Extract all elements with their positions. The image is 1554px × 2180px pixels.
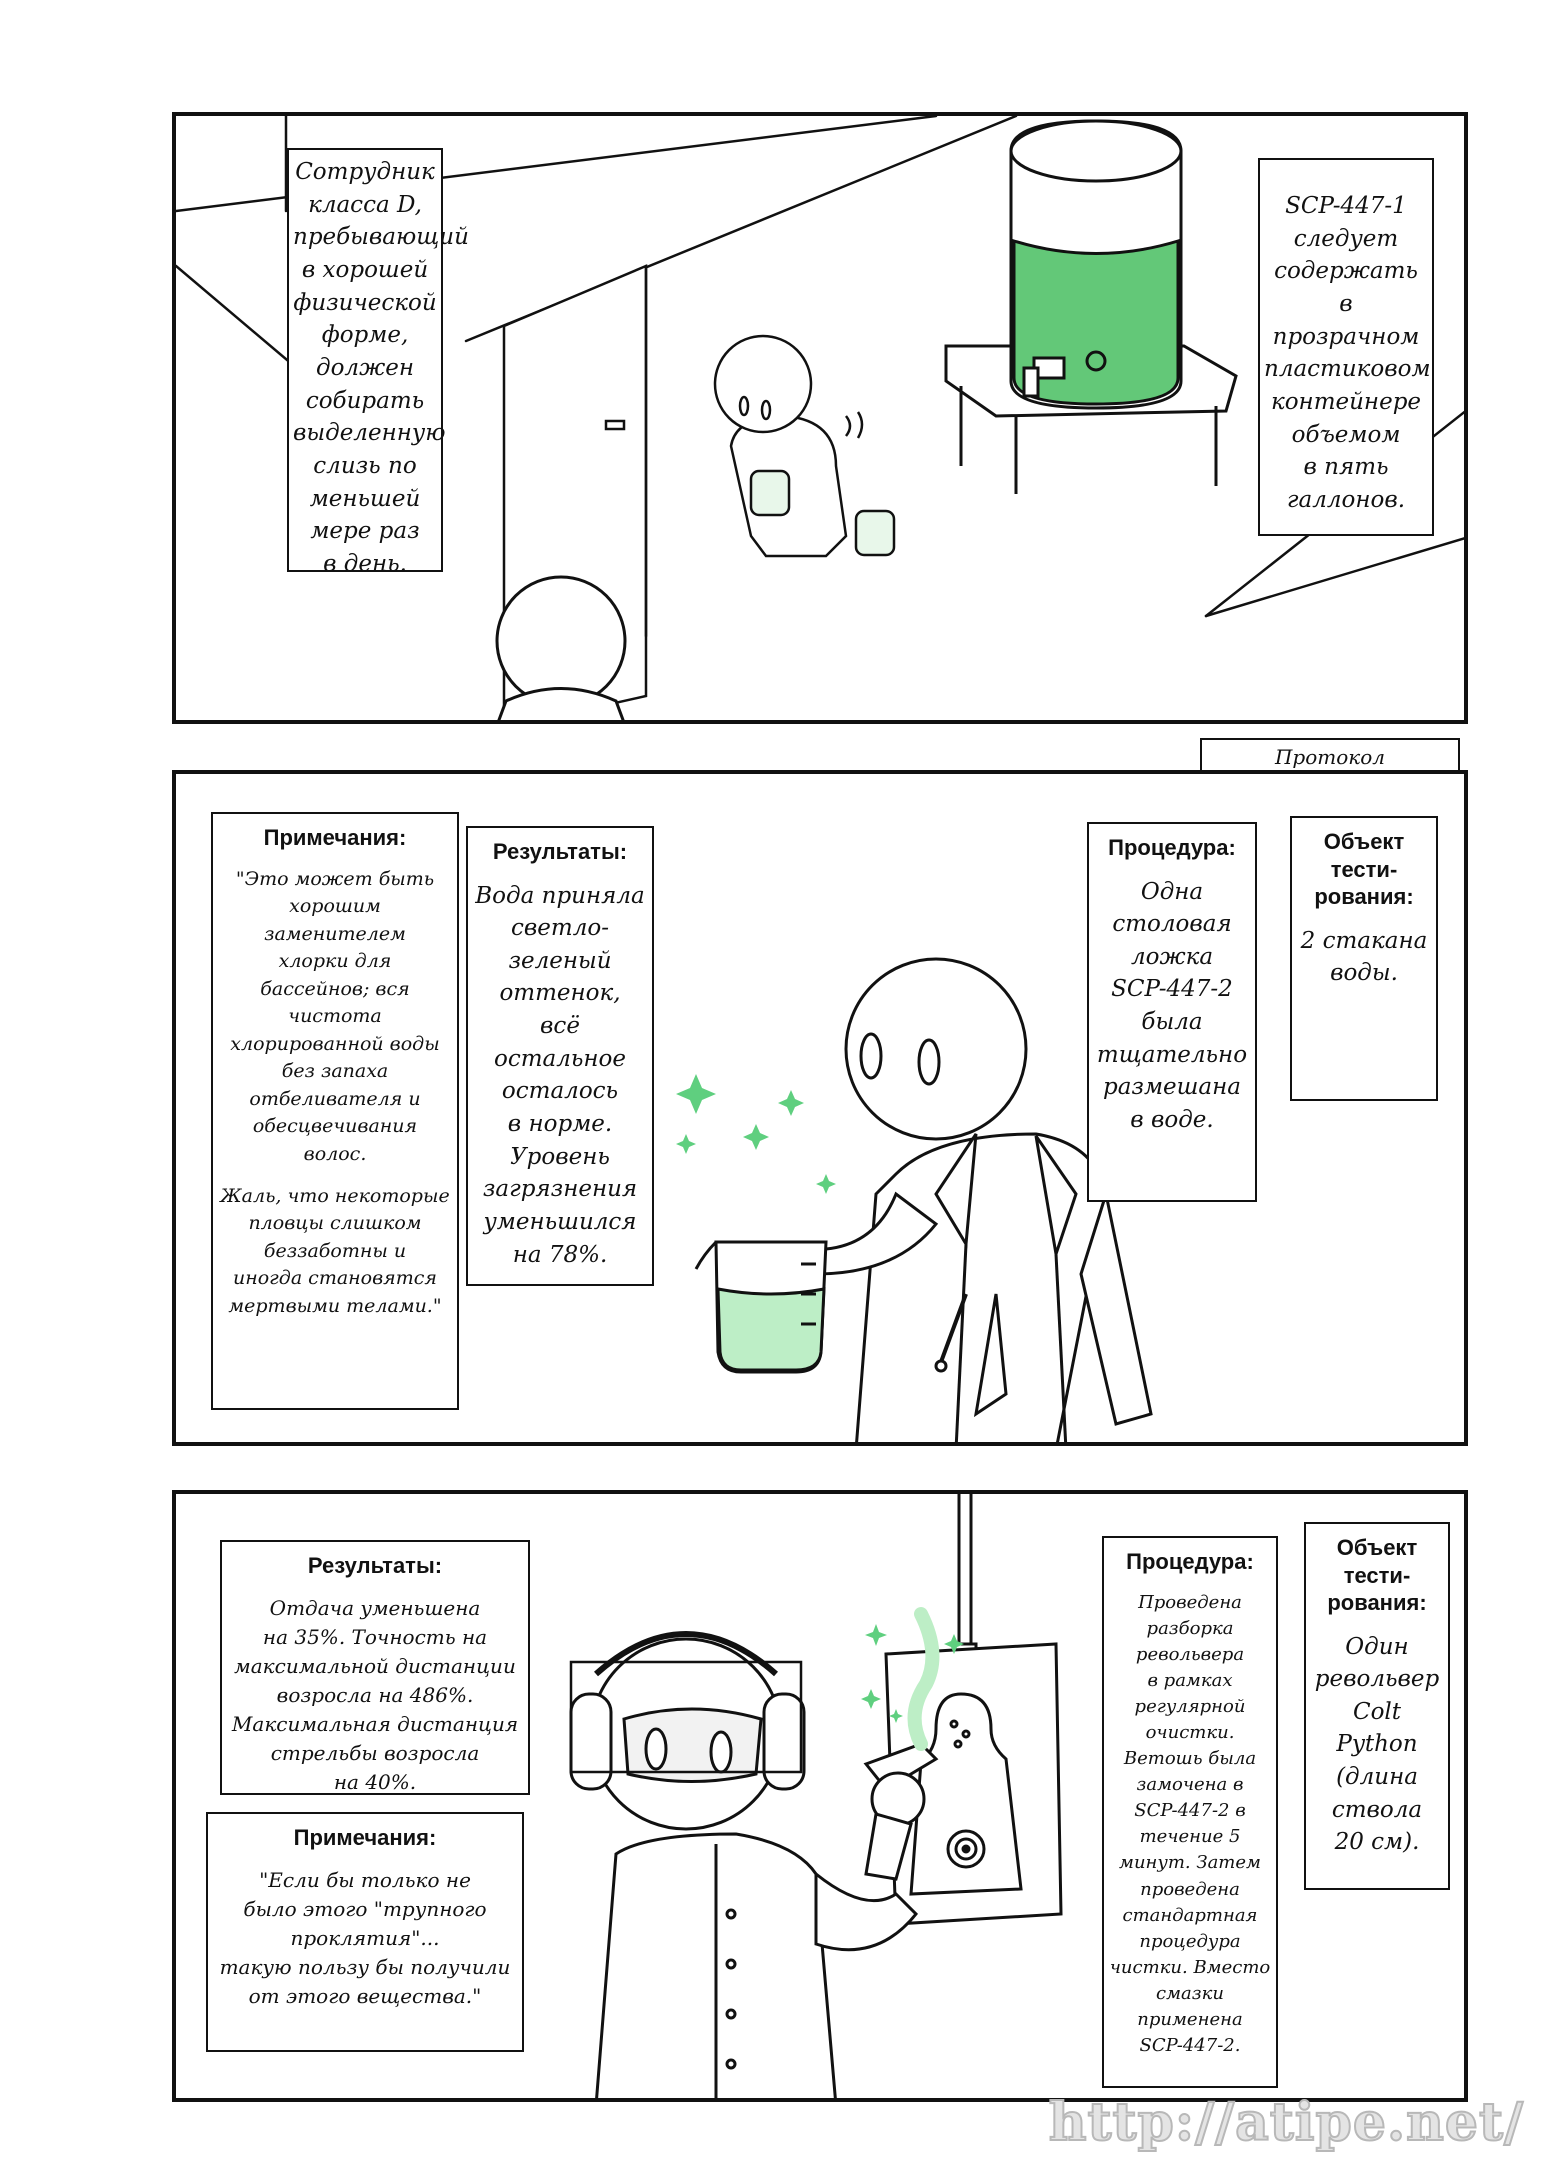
- procedure-box: [1087, 822, 1257, 1202]
- procedure-text: Одна столовая ложка SCP-447-2 была тщательно размешана в воде.: [1096, 878, 1248, 1134]
- slime-tank: [946, 121, 1236, 494]
- experiment-protocol-tab: Протокол: [1200, 738, 1460, 808]
- results-text: Отдача уменьшена на 35%. Точность на максимальной дистанции возросла на 486%. Максимальная дистанция стрельбы возросла на 40%.: [231, 1595, 519, 1794]
- subject-heading: Объект тести- рования:: [1327, 1535, 1427, 1615]
- subject-box: [1290, 816, 1438, 1101]
- beaker: [696, 1242, 826, 1372]
- notes-heading: Примечания:: [263, 825, 407, 850]
- results-text: Вода приняла светло- зеленый оттенок, всё остальное осталось в норме. Уровень загрязнения уменьшился на 78%.: [475, 882, 645, 1268]
- caption-container-spec-text: SCP-447-1 следует содержать в прозрачном пластиковом контейнере объемом в пять галлонов.: [1264, 193, 1431, 513]
- procedure-box: [1102, 1536, 1278, 2088]
- procedure-text: Проведена разборка револьвера в рамках регулярной очистки. Ветошь была замочена в SCP-447-2 в течение 5 минут. Затем проведена стандартная процедура чистки. Вместо смазки применена SCP-447-2.: [1109, 1591, 1271, 2057]
- notes-box: [211, 812, 459, 1410]
- caption-container-spec: [1258, 158, 1434, 536]
- notes-text: "Это может быть хорошим заменителем хлорки для бассейнов; вся чистота хлорированной воды без запаха отбеливателя и обесцвечивания волос.: [230, 867, 440, 1165]
- results-heading: Результаты:: [492, 839, 628, 864]
- subject-box: [1304, 1522, 1450, 1890]
- caption-d-class-duty: [287, 148, 469, 577]
- subject-text: Один револьвер Colt Python (длина ствола 20 см).: [1314, 1633, 1440, 1856]
- watermark: http://atipe.net/: [1048, 2092, 1524, 2153]
- panel-containment: [172, 112, 1468, 724]
- results-box: [220, 1540, 530, 1795]
- results-heading: Результаты:: [307, 1553, 443, 1578]
- notes-heading: Примечания:: [293, 1825, 437, 1850]
- d-class-figure-back: [496, 577, 626, 724]
- subject-text: 2 стакана воды.: [1300, 927, 1428, 987]
- d-class-figure-buckets: [715, 336, 894, 556]
- notes-text: "Если бы только не было этого "трупного проклятия"... такую пользу бы получили от этого вещества.": [219, 1867, 511, 2008]
- results-box: [466, 826, 654, 1286]
- sparkle-icons: [676, 1074, 836, 1194]
- caption-d-class-duty-text: Сотрудник класса D, пребывающий в хорошей физической форме, должен собирать выделенную слизь по меньшей мере раз в день.: [293, 159, 469, 577]
- procedure-heading: Процедура:: [1108, 835, 1236, 860]
- panel-experiment-water: [172, 770, 1468, 1446]
- notes-box: [206, 1812, 524, 2052]
- procedure-heading: Процедура:: [1126, 1549, 1254, 1574]
- subject-heading: Объект тести- рования:: [1314, 829, 1414, 909]
- panel-experiment-revolver: [172, 1490, 1468, 2102]
- notes-text-2: Жаль, что некоторые пловцы слишком беззаботны и иногда становятся мертвыми телами.": [220, 1184, 450, 1317]
